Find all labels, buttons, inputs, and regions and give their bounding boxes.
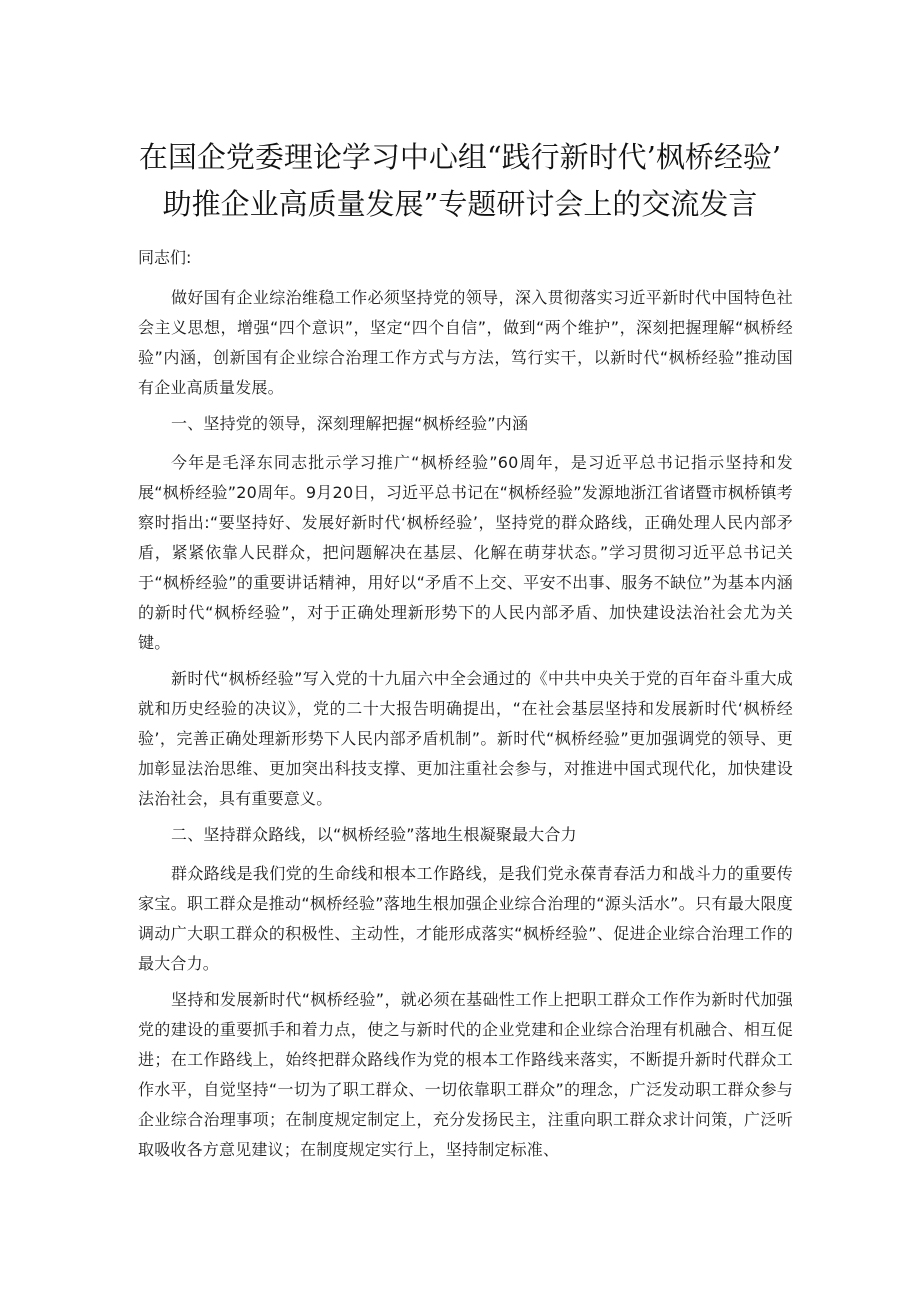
paragraph-intro: 做好国有企业综治维稳工作必须坚持党的领导，深入贯彻落实习近平新时代中国特色社会主义思想，增强“四个意识”，坚定“四个自信”，做到“两个维护”，深刻把握理解“枫桥经验”内涵，创新国有企业综合治理工作方式与方法，笃行实干，以新时代“枫桥经验”推动国有企业高质量发展。 bbox=[138, 288, 793, 397]
section-heading-2: 二、坚持群众路线，以“枫桥经验”落地生根凝聚最大合力 bbox=[171, 825, 577, 844]
paragraph-section1-2: 新时代“枫桥经验”写入党的十九届六中全会通过的《中共中央关于党的百年奋斗重大成就和历史经验的决议》，党的二十大报告明确提出，“在社会基层坚持和发展新时代‘枫桥经验’，完善正确处理新形势下人民内部矛盾机制”。新时代“枫桥经验”更加强调党的领导、更加彰显法治思维、更加突出科技支撑、更加注重社会参与，对推进中国式现代化，加快建设法治社会，具有重要意义。 bbox=[138, 669, 793, 808]
paragraph-section1-1: 今年是毛泽东同志批示学习推广“枫桥经验”60周年，是习近平总书记指示坚持和发展“枫桥经验”20周年。9月20日，习近平总书记在“枫桥经验”发源地浙江省诸暨市枫桥镇考察时指出:“要坚持好、发展好新时代‘枫桥经验’，坚持党的群众路线，正确处理人民内部矛盾，紧紧依靠人民群众，把问题解决在基层、化解在萌芽状态。”学习贯彻习近平总书记关于“枫桥经验”的重要讲话精神，用好以“矛盾不上交、平安不出事、服务不缺位”为基本内涵的新时代“枫桥经验”，对于正确处理新形势下的人民内部矛盾、加快建设法治社会尤为关键。 bbox=[138, 453, 793, 652]
paragraph-section2-1: 群众路线是我们党的生命线和根本工作路线，是我们党永葆青春活力和战斗力的重要传家宝。职工群众是推动“枫桥经验”落地生根加强企业综合治理的“源头活水”。只有最大限度调动广大职工群众的积极性、主动性，才能形成落实“枫桥经验”、促进企业综合治理工作的最大合力。 bbox=[138, 864, 793, 973]
document-body bbox=[138, 243, 793, 1171]
title-line-2: 助推企业高质量发展”专题研讨会上的交流发言 bbox=[162, 187, 758, 221]
title-line-1: 在国企党委理论学习中心组“践行新时代’枫桥经验’ bbox=[138, 140, 782, 174]
section-heading-1: 一、坚持党的领导，深刻理解把握“枫桥经验”内涵 bbox=[171, 414, 529, 433]
paragraph-section2-2: 坚持和发展新时代“枫桥经验”，就必须在基础性工作上把职工群众工作作为新时代加强党的建设的重要抓手和着力点，使之与新时代的企业党建和企业综合治理有机融合、相互促进；在工作路线上，始终把群众路线作为党的根本工作路线来落实，不断提升新时代群众工作水平，自觉坚持“一切为了职工群众、一切依靠职工群众”的理念，广泛发动职工群众参与企业综合治理事项；在制度规定制定上，充分发扬民主，注重向职工群众求计问策，广泛听取吸收各方意见建议；在制度规定实行上，坚持制定标准、 bbox=[138, 990, 793, 1159]
salutation: 同志们: bbox=[138, 248, 192, 267]
document-title bbox=[110, 134, 810, 228]
